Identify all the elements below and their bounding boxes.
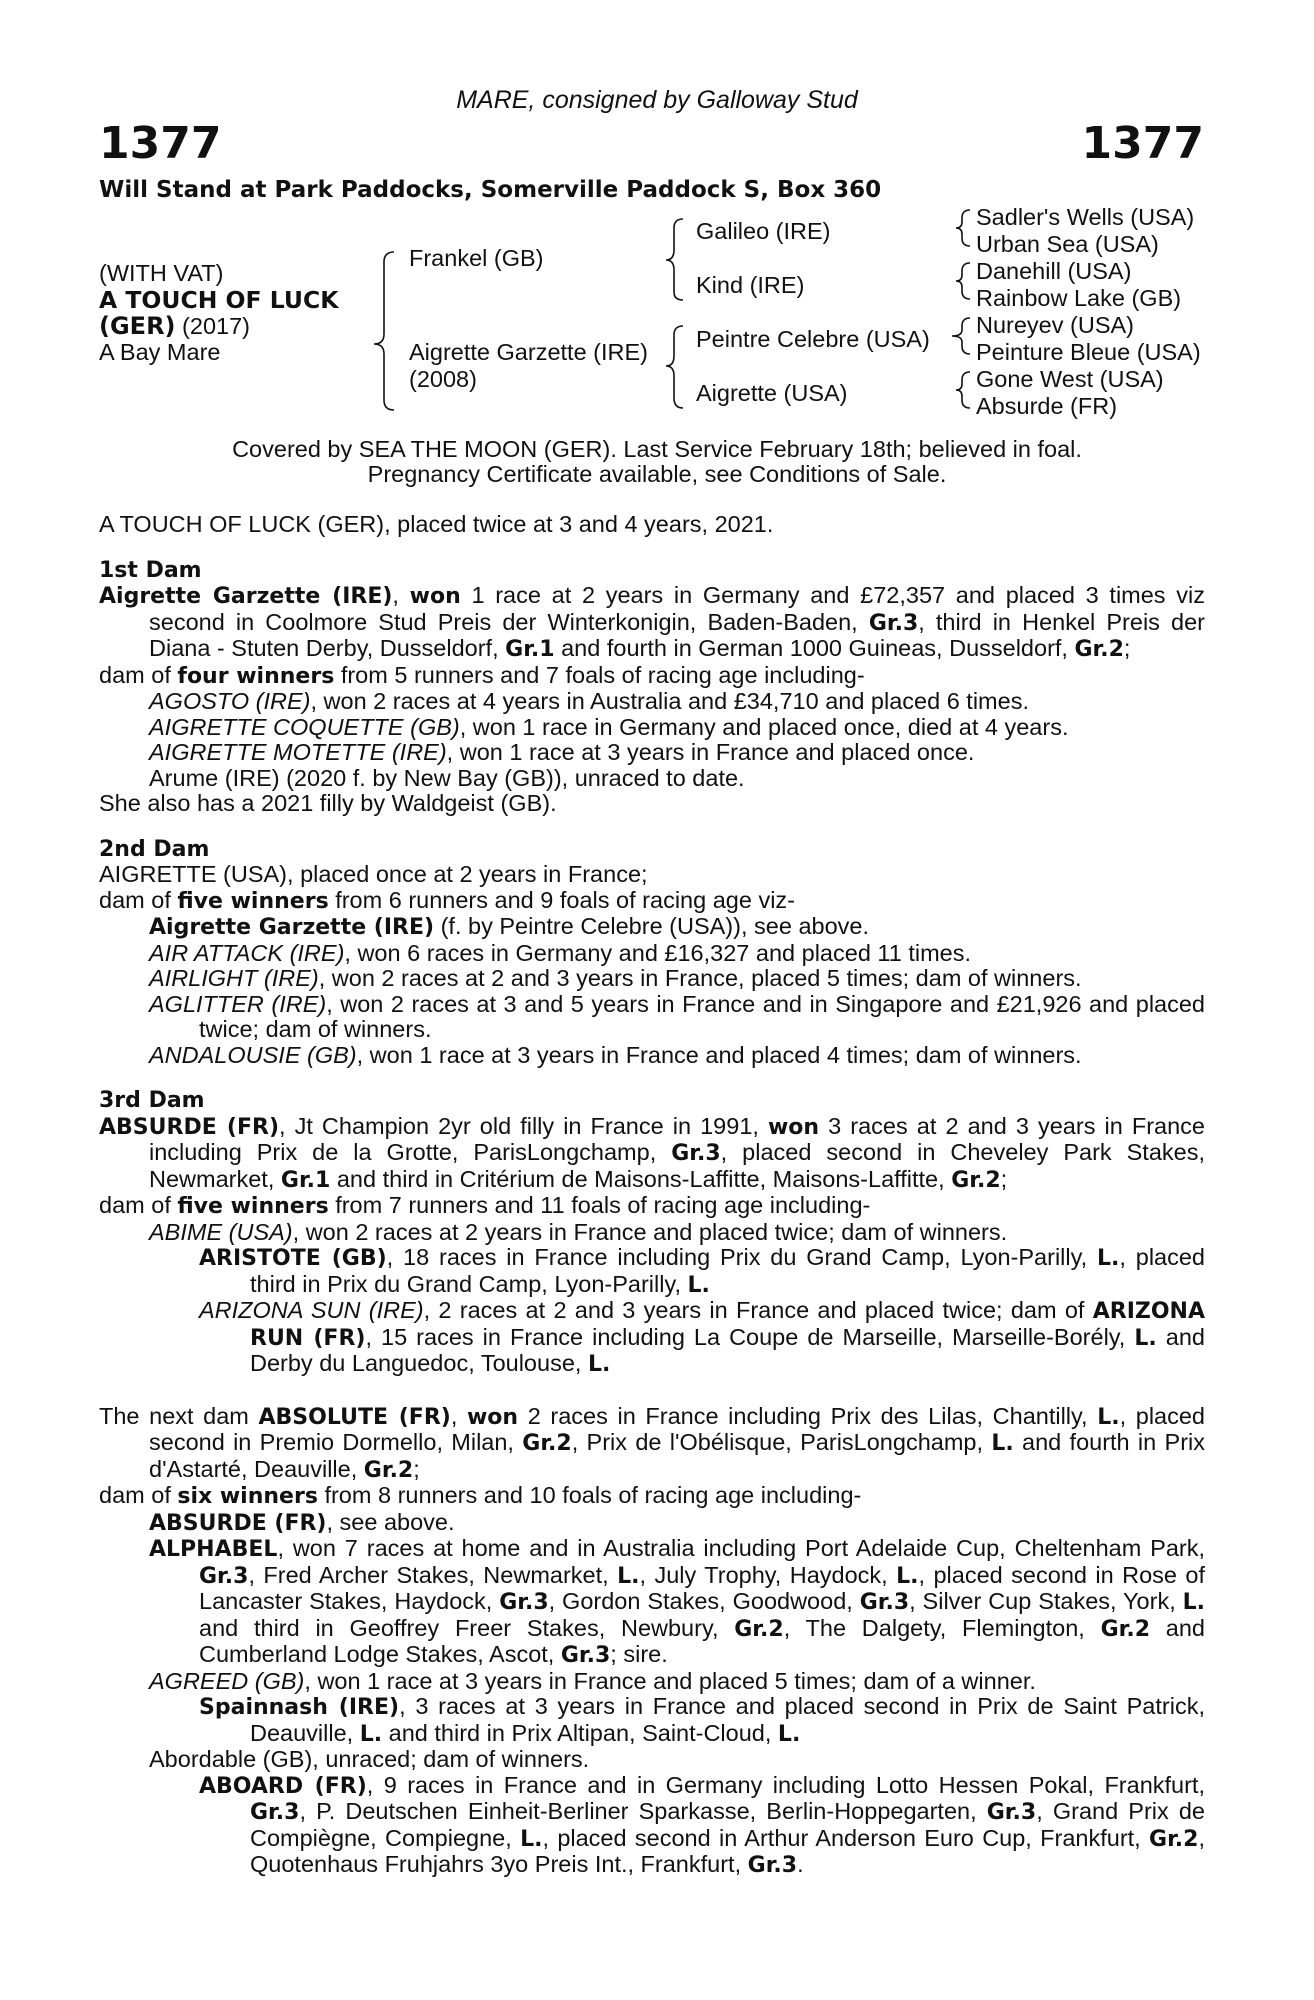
dam1-record: Aigrette Garzette (IRE), won 1 race at 2 years in Germany and £72,357 and placed 3 times viz second in Coolmore Stud Preis der Winterkonigin, Baden-Baden, Gr.3, third in Henkel Preis der Diana - Stuten Derby, Dusseldorf, Gr.1 and fourth in German 1000 Guineas, Dusseldorf, Gr.2; bbox=[99, 582, 1205, 662]
horse-origin: (GER) bbox=[99, 312, 176, 340]
list-item: AIGRETTE COQUETTE (GB), won 1 race in Germany and placed once, died at 4 years. bbox=[149, 713, 1069, 740]
pedigree-g5: Nureyev (USA) bbox=[976, 312, 1135, 338]
horse-summary: A TOUCH OF LUCK (GER), placed twice at 3 and 4 years, 2021. bbox=[99, 511, 774, 537]
produce-record bbox=[99, 512, 1205, 1879]
list-item: AIGRETTE MOTETTE (IRE), won 1 race at 3 years in France and placed once. bbox=[149, 739, 975, 765]
pedigree-dam-sire: Peintre Celebre (USA) bbox=[696, 326, 930, 352]
list-item: AIRLIGHT (IRE), won 2 races at 2 and 3 years in France, placed 5 times; dam of winners. bbox=[149, 965, 1082, 991]
list-item: ABOARD (FR), 9 races in France and in Germany including Lotto Hessen Pokal, Frankfurt, Gr.3, P. Deutschen Einheit-Berliner Sparkasse, Berlin-Hoppegarten, Gr.3, Grand Prix de Compiègne, Compiegne, L., placed second in Arthur Anderson Euro Cup, Frankfurt, Gr.2, Quotenhaus Fruhjahrs 3yo Preis Int., Frankfurt, Gr.3. bbox=[199, 1771, 1205, 1878]
dam1-also-note: She also has a 2021 filly by Waldgeist (GB). bbox=[99, 790, 557, 816]
dam3-name: ABSURDE (FR) bbox=[99, 1114, 279, 1140]
covered-line1: Covered by SEA THE MOON (GER). Last Service February 18th; believed in foal. bbox=[232, 436, 1082, 462]
list-item: ARISTOTE (GB), 18 races in France including Prix du Grand Camp, Lyon-Parilly, L., placed third in Prix du Grand Camp, Lyon-Parilly, L. bbox=[199, 1244, 1206, 1298]
horse-year: (2017) bbox=[182, 313, 250, 339]
list-item: ABIME (USA), won 2 races at 2 years in France and placed twice; dam of winners. bbox=[149, 1218, 1008, 1245]
pedigree-g3: Danehill (USA) bbox=[976, 258, 1132, 284]
pedigree-g1: Sadler's Wells (USA) bbox=[976, 204, 1195, 230]
lot-number-left: 1377 bbox=[99, 118, 222, 169]
list-item: ABSURDE (FR), see above. bbox=[149, 1508, 455, 1536]
dam1-name: Aigrette Garzette (IRE) bbox=[99, 584, 393, 609]
pedigree-dam-year: (2008) bbox=[409, 366, 477, 392]
pedigree-g6: Peinture Bleue (USA) bbox=[976, 339, 1201, 365]
pedigree-dam-dam: Aigrette (USA) bbox=[696, 380, 848, 406]
list-item: Spainnash (IRE), 3 races at 3 years in France and placed second in Prix de Saint Patrick, Deauville, L. and third in Prix Altipan, Saint-Cloud, L. bbox=[199, 1693, 1205, 1747]
horse-name: A TOUCH OF LUCK bbox=[99, 286, 339, 314]
consignor-subtitle: MARE, consigned by Galloway Stud bbox=[456, 86, 858, 114]
list-item: AGLITTER (IRE), won 2 races at 3 and 5 years in France and in Singapore and £21,926 and placed twice; dam of winners. bbox=[149, 990, 1205, 1042]
pedigree-g4: Rainbow Lake (GB) bbox=[976, 285, 1182, 311]
pedigree-sire: Frankel (GB) bbox=[409, 245, 544, 271]
pedigree-sire-dam: Kind (IRE) bbox=[696, 272, 805, 298]
dam1-produce-summary: dam of four winners from 5 runners and 7 foals of racing age including- bbox=[99, 661, 865, 689]
dam1-heading: 1st Dam bbox=[99, 557, 202, 583]
list-item: AGREED (GB), won 1 race at 3 years in France and placed 5 times; dam of a winner. bbox=[149, 1667, 1036, 1694]
pedigree-sire-sire: Galileo (IRE) bbox=[696, 218, 831, 244]
horse-description: A Bay Mare bbox=[99, 339, 221, 365]
list-item: AIR ATTACK (IRE), won 6 races in Germany and £16,327 and placed 11 times. bbox=[149, 939, 972, 966]
pedigree-g7: Gone West (USA) bbox=[976, 366, 1164, 392]
dam4-record: The next dam ABSOLUTE (FR), won 2 races in France including Prix des Lilas, Chantilly, L., placed second in Premio Dormello, Milan, Gr.2, Prix de l'Obélisque, ParisLongchamp, L. and fourth in Prix d'Astarté, Deauville, Gr.2; bbox=[99, 1402, 1206, 1483]
list-item: Aigrette Garzette (IRE) (f. by Peintre Celebre (USA)), see above. bbox=[149, 913, 869, 940]
list-item: Abordable (GB), unraced; dam of winners. bbox=[149, 1746, 590, 1772]
list-item: ARIZONA SUN (IRE), 2 races at 2 and 3 years in France and placed twice; dam of ARIZONA RUN (FR), 15 races in France including La Coupe de Marseille, Marseille-Borély, L. and Derby du Languedoc, Toulouse, L. bbox=[199, 1297, 1205, 1377]
pedigree-dam: Aigrette Garzette (IRE) bbox=[409, 339, 648, 365]
list-item: Arume (IRE) (2020 f. by New Bay (GB)), unraced to date. bbox=[149, 764, 745, 791]
dam2-record: AIGRETTE (USA), placed once at 2 years in France; bbox=[99, 861, 648, 887]
dam4-produce-summary: dam of six winners from 8 runners and 10 foals of racing age including- bbox=[99, 1482, 862, 1509]
stand-location: Will Stand at Park Paddocks, Somerville Paddock S, Box 360 bbox=[99, 177, 882, 203]
list-item: ALPHABEL, won 7 races at home and in Australia including Port Adelaide Cup, Cheltenham Park, Gr.3, Fred Archer Stakes, Newmarket, L., July Trophy, Haydock, L., placed second in Rose of Lancaster Stakes, Haydock, Gr.3, Gordon Stakes, Goodwood, Gr.3, Silver Cup Stakes, York, L. and third in Geoffrey Freer Stakes, Newbury, Gr.2, The Dalgety, Flemington, Gr.2 and Cumberland Lodge Stakes, Ascot, Gr.3; sire. bbox=[149, 1535, 1205, 1668]
lot-number-right: 1377 bbox=[1081, 118, 1204, 169]
dam3-heading: 3rd Dam bbox=[99, 1088, 205, 1113]
pedigree-g8: Absurde (FR) bbox=[976, 393, 1118, 419]
list-item: AGOSTO (IRE), won 2 races at 4 years in Australia and £34,710 and placed 6 times. bbox=[149, 688, 1029, 714]
vat-note: (WITH VAT) bbox=[99, 260, 224, 286]
dam3-produce-summary: dam of five winners from 7 runners and 11 foals of racing age including- bbox=[99, 1192, 871, 1219]
dam3-record: ABSURDE (FR), Jt Champion 2yr old filly in France in 1991, won 3 races at 2 and 3 years in France including Prix de la Grotte, ParisLongchamp, Gr.3, placed second in Cheveley Park Stakes, Newmarket, Gr.1 and third in Critérium de Maisons-Laffitte, Maisons-Laffitte, Gr.2; bbox=[99, 1112, 1205, 1193]
dam4-name: ABSOLUTE (FR) bbox=[258, 1404, 451, 1430]
covered-line2: Pregnancy Certificate available, see Conditions of Sale. bbox=[367, 461, 947, 487]
list-item: ANDALOUSIE (GB), won 1 race at 3 years in France and placed 4 times; dam of winners. bbox=[149, 1041, 1082, 1068]
dam2-heading: 2nd Dam bbox=[99, 836, 210, 862]
pedigree-g2: Urban Sea (USA) bbox=[976, 231, 1159, 257]
dam2-produce-summary: dam of five winners from 6 runners and 9 foals of racing age viz- bbox=[99, 886, 795, 914]
